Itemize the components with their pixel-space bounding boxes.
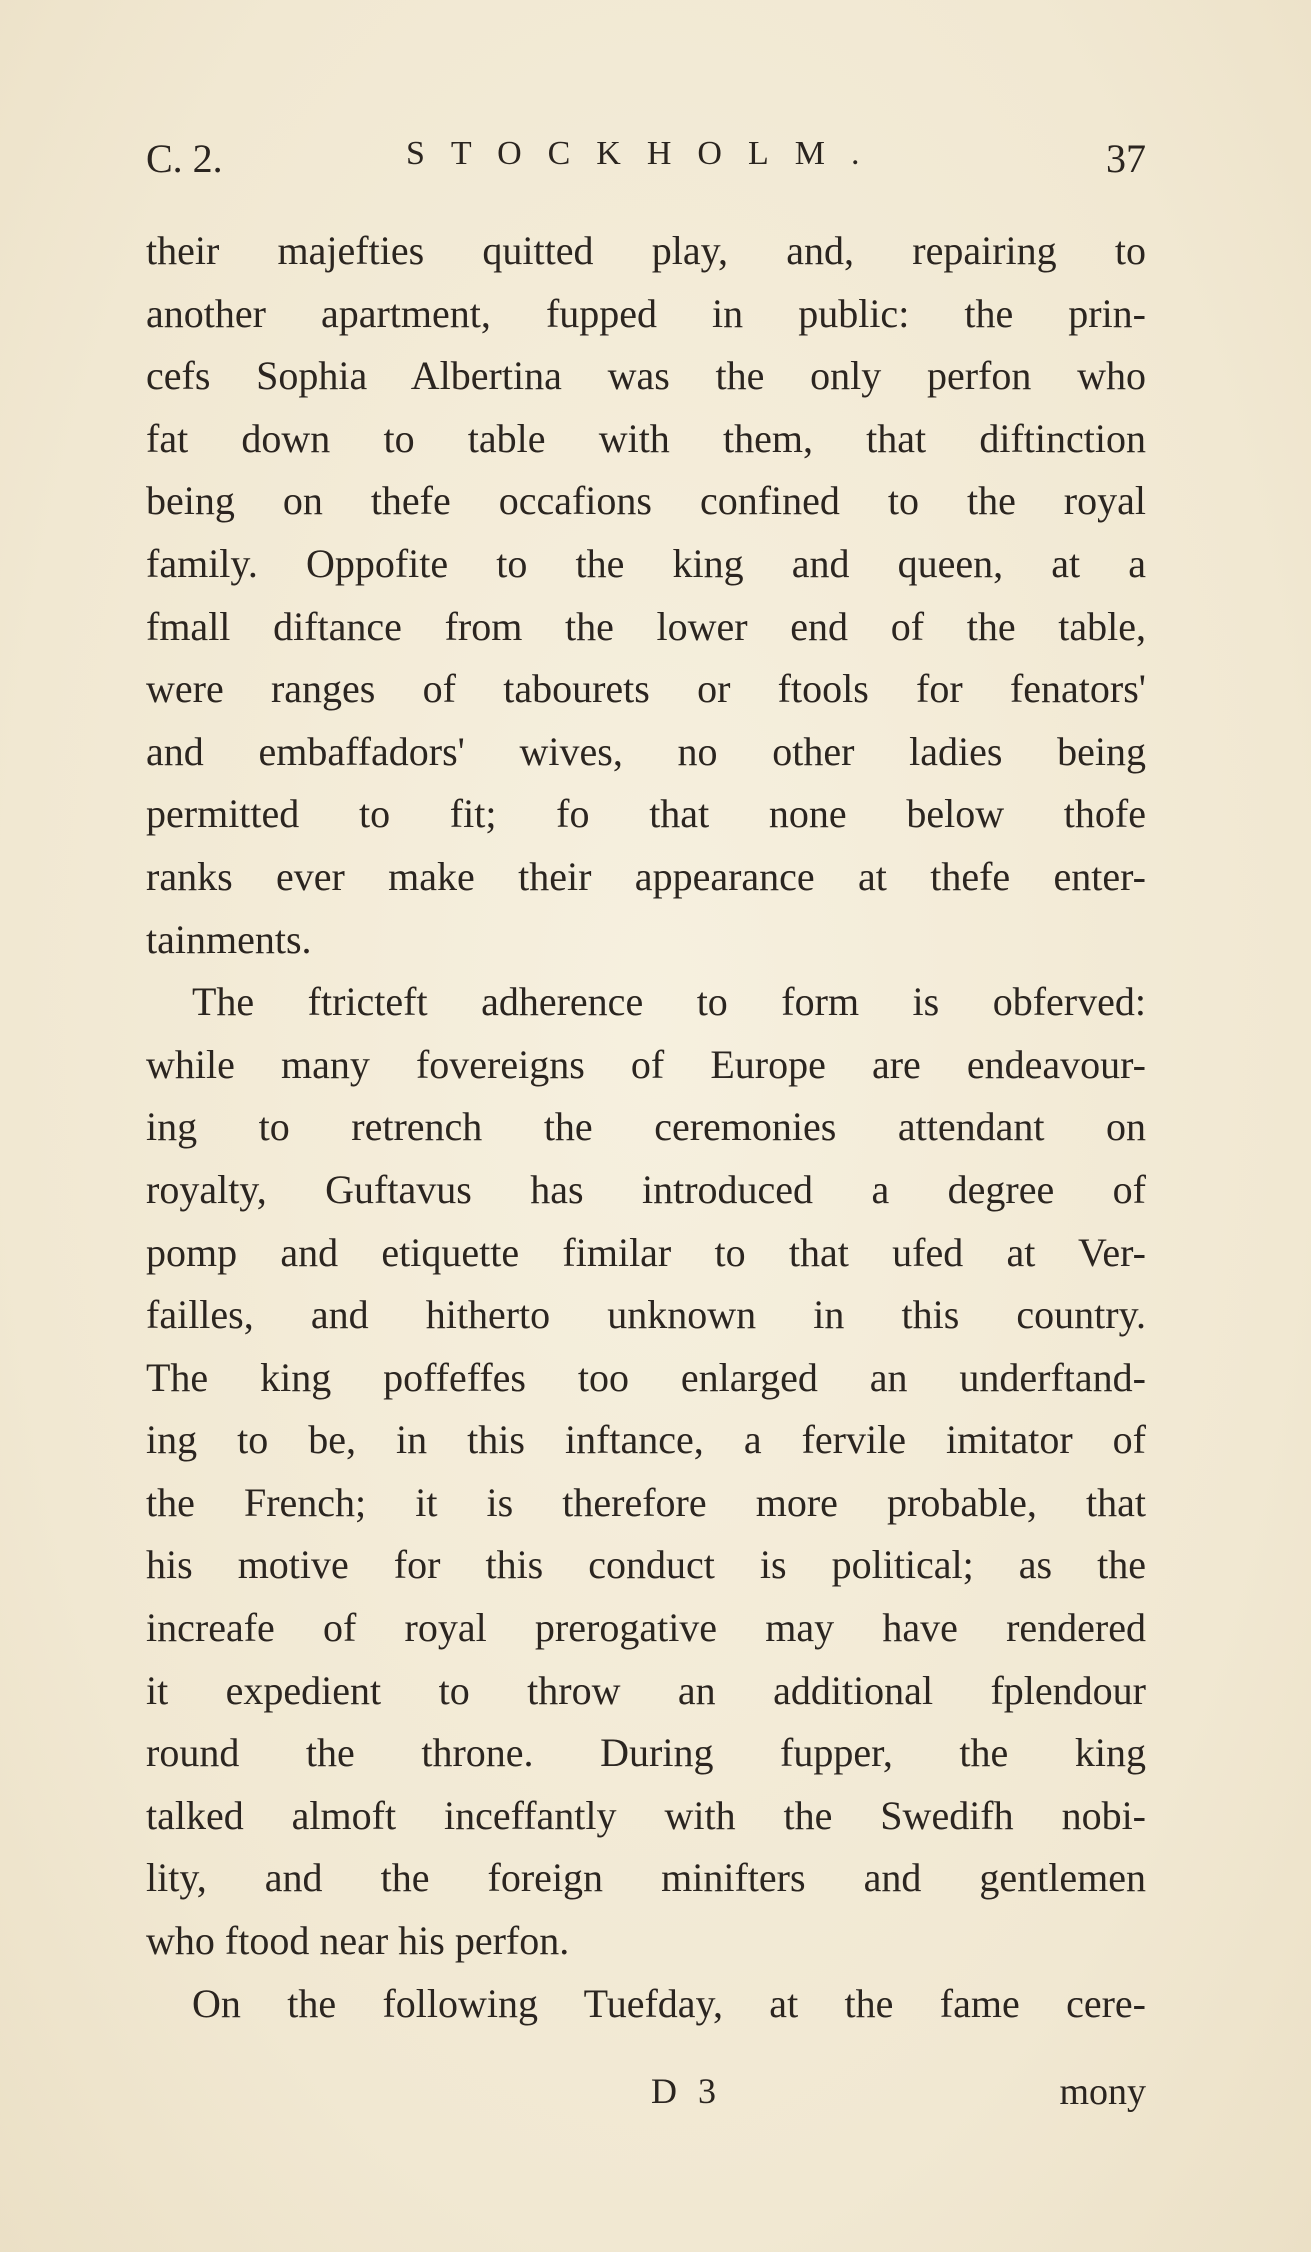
text-line: family. Oppofite to the king and queen, at a [146,540,1146,586]
text-line: round the throne. During fupper, the king [146,1730,1146,1776]
text-line: their majefties quitted play, and, repairing to [146,228,1146,273]
text-line: the French; it is therefore more probable, that [146,1479,1146,1525]
text-line: and embaffadors' wives, no other ladies being [146,728,1146,774]
text-line: ranks ever make their appearance at thefe enter- [146,853,1146,899]
text-line: permitted to fit; fo that none below thofe [146,791,1146,837]
text-line: his motive for this conduct is political; as the [146,1542,1146,1588]
running-header [146,135,1146,195]
text-line: ing to retrench the ceremonies attendant on [146,1104,1146,1150]
catchword: mony [1059,2071,1146,2113]
text-line: lity, and the foreign minifters and gentlemen [146,1855,1146,1901]
page-footer [146,2070,1146,2130]
text-line: tainments. [146,916,312,962]
page-number: 37 [1106,136,1146,181]
paragraph-start-line: The ftricteft adherence to form is obferved: [192,979,1146,1025]
text-line: cefs Sophia Albertina was the only perfon who [146,353,1146,399]
text-line: The king poffeffes too enlarged an underftand- [146,1354,1146,1400]
text-line: fat down to table with them, that diftinction [146,415,1146,461]
text-line: failles, and hitherto unknown in this country. [146,1292,1146,1338]
text-line: ing to be, in this inftance, a fervile imitator of [146,1417,1146,1463]
text-line: increafe of royal prerogative may have rendered [146,1605,1146,1651]
signature-mark: D 3 [651,2071,722,2111]
text-line: while many fovereigns of Europe are endeavour- [146,1041,1146,1087]
text-line: pomp and etiquette fimilar to that ufed at Ver- [146,1229,1146,1275]
text-line: who ftood near his perfon. [146,1918,570,1964]
body-text [146,220,1146,2035]
text-line: talked almoft inceffantly with the Swedifh nobi- [146,1792,1146,1838]
text-line: being on thefe occafions confined to the royal [146,478,1146,524]
text-line: it expedient to throw an additional fplendour [146,1667,1146,1713]
chapter-marker: C. 2. [146,136,223,181]
running-title: STOCKHOLM. [406,135,886,172]
paragraph-start-line: On the following Tuefday, at the fame cere- [192,1980,1146,2026]
text-line: were ranges of tabourets or ftools for fenators' [146,666,1146,712]
text-line: fmall diftance from the lower end of the table, [146,603,1146,649]
text-line: royalty, Guftavus has introduced a degree of [146,1166,1146,1212]
text-line: another apartment, fupped in public: the prin- [146,290,1146,336]
